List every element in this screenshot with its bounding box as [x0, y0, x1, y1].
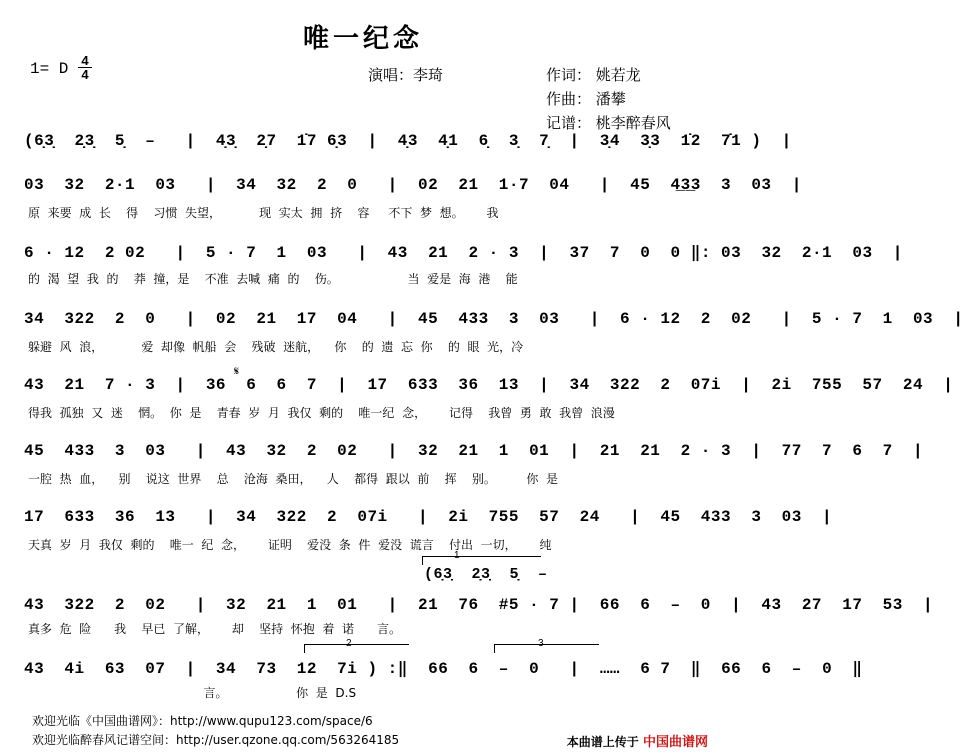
time-signature	[78, 54, 92, 81]
site-logo[interactable]: 中国曲谱网	[642, 735, 708, 750]
volta-bracket-3	[494, 644, 599, 653]
footer-link-qupu[interactable]: 欢迎光临《中国曲谱网》：http://www.qupu123.com/space/6	[32, 714, 373, 728]
upload-credit	[567, 731, 708, 750]
lyric-line: 原 来要 成 长 得 习惯 失望， 现 实太 拥 挤 容 不下 梦 想。 我	[28, 206, 499, 220]
key-signature: 1= D	[30, 60, 69, 78]
score-line: 43 322 2 02 | 32 21 1 01 | 21 76 #5 · 7 | 66 6 – 0 | 43 27 17 53 |	[24, 596, 934, 614]
score-line-intro: (6̣3̣ 2̣3̣ 5̣ – | 4̣3̣ 2̣7 1̇7 6̣3 | 4̣3 4̣1 6̣ 3̣ 7̣ | 3̣4 3̣3 1̇2 7̇1 ) |	[24, 132, 792, 150]
time-bottom: 4	[78, 67, 92, 81]
volta-number: 1	[454, 550, 460, 561]
score-line: 43 4i 63 07 | 34 73 12 7i ) :‖ 66 6 – 0 | …… 6 7 ‖ 66 6 – 0 ‖	[24, 660, 863, 678]
score-line: 17 633 36 13 | 34 322 2 07i | 2i 755 57 24 | 45 433 3 03 |	[24, 508, 833, 526]
volta-number: 2	[346, 638, 352, 649]
song-title: 唯一纪念	[302, 24, 423, 54]
score-line: 6 · 12 2 02 | 5 · 7 1 03 | 43 21 2 · 3 | 37 7 0 0 ‖: 03 32 2·1 03 |	[24, 244, 903, 262]
lyric-line: 真多 危 险 我 早已 了解， 却 坚持 怀抱 着 诺 言。	[28, 622, 401, 636]
score-line-volta-intro: (6̣3̣ 2̣3̣ 5̣ –	[424, 566, 548, 583]
lyric-line: 的 渴 望 我 的 莽 撞，是 不准 去喊 痛 的 伤。 当 爱是 海 港 能	[28, 272, 518, 286]
lyric-line: 一腔 热 血， 别 说这 世界 总 沧海 桑田， 人 都得 跟以 前 挥 别。 你 是	[28, 472, 558, 486]
time-top: 4	[81, 53, 89, 68]
upload-label: 本曲谱上传于	[566, 735, 639, 749]
volta-bracket-1	[422, 556, 541, 565]
lyric-line: 躲避 风 浪， 爱 却像 帆船 会 残破 迷航， 你 的 遗 忘 你 的 眼 光，冷	[28, 340, 524, 354]
lyric-line: 言。 你 是 D.S	[28, 686, 357, 700]
score-line: 34 322 2 0 | 02 21 17 04 | 45 433 3 03 | 6 · 12 2 02 | 5 · 7 1 03 |	[24, 310, 963, 328]
lyricist-credit: 作词： 姚若龙	[546, 66, 641, 84]
lyric-line: 得我 孤独 又 迷 惘。 你 是 青春 岁 月 我仅 剩的 唯一纪 念， 记得 我曾 勇 敢 我曾 浪漫	[28, 406, 615, 420]
score-line: 45 433 3 03 | 43 32 2 02 | 32 21 1 01 | 21 21 2 · 3 | 77 7 6 7 |	[24, 442, 924, 460]
transcriber-credit: 记谱： 桃李醉春风	[546, 114, 671, 132]
segno-mark: 𝄋	[234, 364, 240, 378]
volta-number: 3	[538, 638, 544, 649]
lyric-line: 天真 岁 月 我仅 剩的 唯一 纪 念， 证明 爱没 条 件 爱没 谎言 付出 一切， 纯	[28, 538, 552, 552]
footer-link-qzone[interactable]: 欢迎光临醉春风记谱空间：http://user.qzone.qq.com/563264185	[32, 733, 400, 747]
volta-bracket-2	[304, 644, 409, 653]
score-line: 43 21 7 · 3 | 36 6 6 7 | 17 633 36 13 | 34 322 2 07i | 2i 755 57 24 |	[24, 376, 954, 394]
composer-credit: 作曲： 潘攀	[546, 90, 626, 108]
singer-credit: 演唱：李琦	[368, 66, 444, 84]
score-line: 03 32 2·1 03 | 34 32 2 0 | 02 21 1·7 04 | 45 4̲3̲3 3 03 |	[24, 176, 802, 194]
